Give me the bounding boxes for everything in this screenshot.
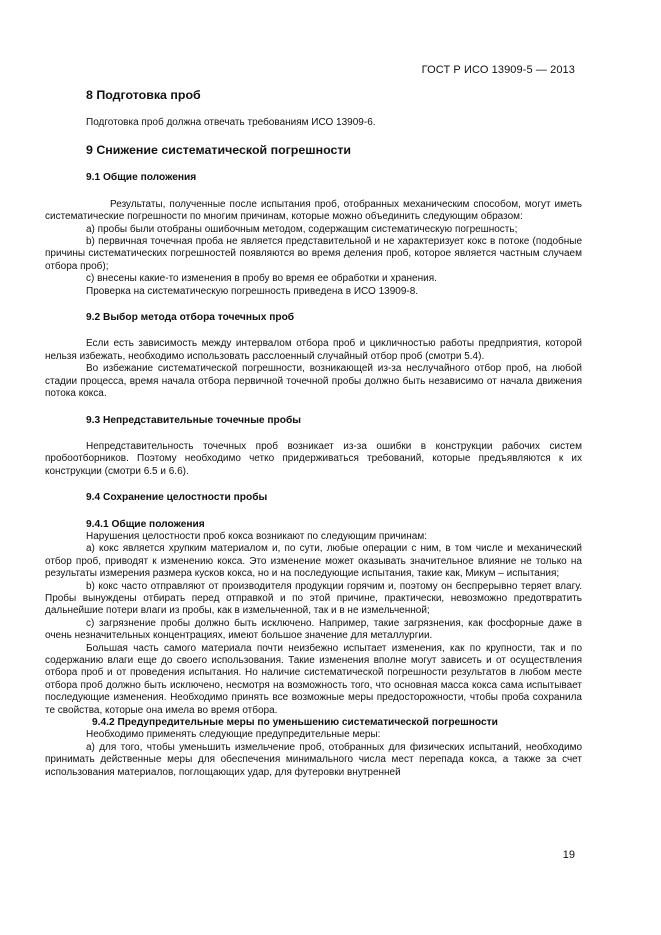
section-8-title: 8 Подготовка проб — [86, 88, 201, 102]
section-9-1-p2: Проверка на систематическую погрешность приведена в ИСО 13909-8. — [86, 285, 419, 297]
section-9-4-1-item-a: а) кокс является хрупким материалом и, по сути, любые операции с ним, в том числе и механический отбор проб, приводят к изменению кокса. Это изменение может оказывать значительное влияние не только на результаты измерения размера кусков кокса, но и на последующие испытания, такие как, Микум – испытания; — [45, 543, 582, 580]
section-8-text: Подготовка проб должна отвечать требованиям ИСО 13909-6. — [86, 117, 376, 128]
section-9-3-p1: Непредставительность точечных проб возникает из-за ошибки в конструкции рабочих систем пробоотборников. Поэтому необходимо четко придерживаться требований, которые предъявляются к их конструкции (смотри 6.5 и 6.6). — [45, 440, 582, 477]
section-9-1-item-c: c) внесены какие-то изменения в пробу во время ее обработки и хранения. — [86, 273, 437, 285]
section-9-2-title: 9.2 Выбор метода отбора точечных проб — [86, 312, 295, 324]
page-number: 19 — [562, 849, 575, 861]
section-9-3-title: 9.3 Непредставительные точечные пробы — [86, 414, 301, 426]
section-9-4-1-title: 9.4.1 Общие положения — [86, 518, 205, 530]
section-9-4-1-item-b: b) кокс часто отправляют от производителя продукции горячим и, поэтому он беспрерывно теряет влагу. Пробы вынуждены отбирать перед отправкой и по этой причине, практически, невозможно предотвратить дальнейшие потери влаги из пробы, как в измельченной, так и в не измельченной; — [45, 580, 582, 617]
section-9-4-2-item-a: а) для того, чтобы уменьшить измельчение проб, отобранных для физических испытаний, необходимо принимать действенные меры для обеспечения минимального числа мест перепада кокса, а также за счет использования материалов, поглощающих удар, для футеровки внутренней — [45, 741, 582, 778]
section-9-4-1-item-c: c) загрязнение пробы должно быть исключено. Например, такие загрязнения, как фосфорные даже в очень незначительных концентрациях, имеют большое значение для металлургии. — [45, 617, 582, 642]
section-9-4-1-p2: Большая часть самого материала почти неизбежно испытает изменения, как по крупности, так и по содержанию влаги еще до своего использования. Такие изменения вполне могут зависеть и от осуществления отбора проб и от проведения испытания. Но наличие систематической погрешности результатов в любом месте отбора проб должно быть исключено, несмотря на возможность того, что основная масса кокса сама испытывает последующие изменения. Необходимо принять все возможные меры предосторожности, чтобы проба сохранила те свойства, которые она имела во время отбора. — [45, 642, 582, 716]
section-9-1-p1: Результаты, полученные после испытания проб, отобранных механическим способом, могут иметь систематические погрешности по многим причинам, которые можно объединить следующим образом: — [45, 198, 582, 223]
section-9-4-1-p1: Нарушения целостности проб кокса возникают по следующим причинам: — [86, 530, 427, 542]
section-9-1-item-a: а) пробы были отобраны ошибочным методом, содержащим систематическую погрешность; — [86, 223, 518, 235]
standard-header: ГОСТ Р ИСО 13909-5 — 2013 — [421, 64, 575, 76]
section-9-title: 9 Снижение систематической погрешности — [86, 143, 352, 158]
section-9-2-p1: Если есть зависимость между интервалом отбора проб и цикличностью работы предприятия, которой нельзя избежать, необходимо использовать расслоенный случайный отбор проб (смотри 5.4). — [45, 338, 582, 362]
section-9-1-title: 9.1 Общие положения — [86, 172, 197, 184]
section-9-4-title: 9.4 Сохранение целостности пробы — [86, 492, 268, 504]
document-body — [45, 88, 582, 779]
section-9-4-2-title: 9.4.2 Предупредительные меры по уменьшению систематической погрешности — [92, 717, 498, 729]
section-9-4-2-p1: Необходимо применять следующие предупредительные меры: — [86, 729, 381, 741]
section-9-1-item-b: b) первичная точечная проба не является представительной и не характеризует кокс в потоке (подобные причины систематических погрешностей появляются во время деления проб, которое является частным случаем отбора проб); — [45, 236, 582, 272]
section-9-2-p2: Во избежание систематической погрешности, возникающей из-за неслучайного отбор проб, на любой стадии процесса, время начала отбора первичной точечной пробы должно быть независимо от начала движения потока кокса. — [45, 363, 582, 400]
